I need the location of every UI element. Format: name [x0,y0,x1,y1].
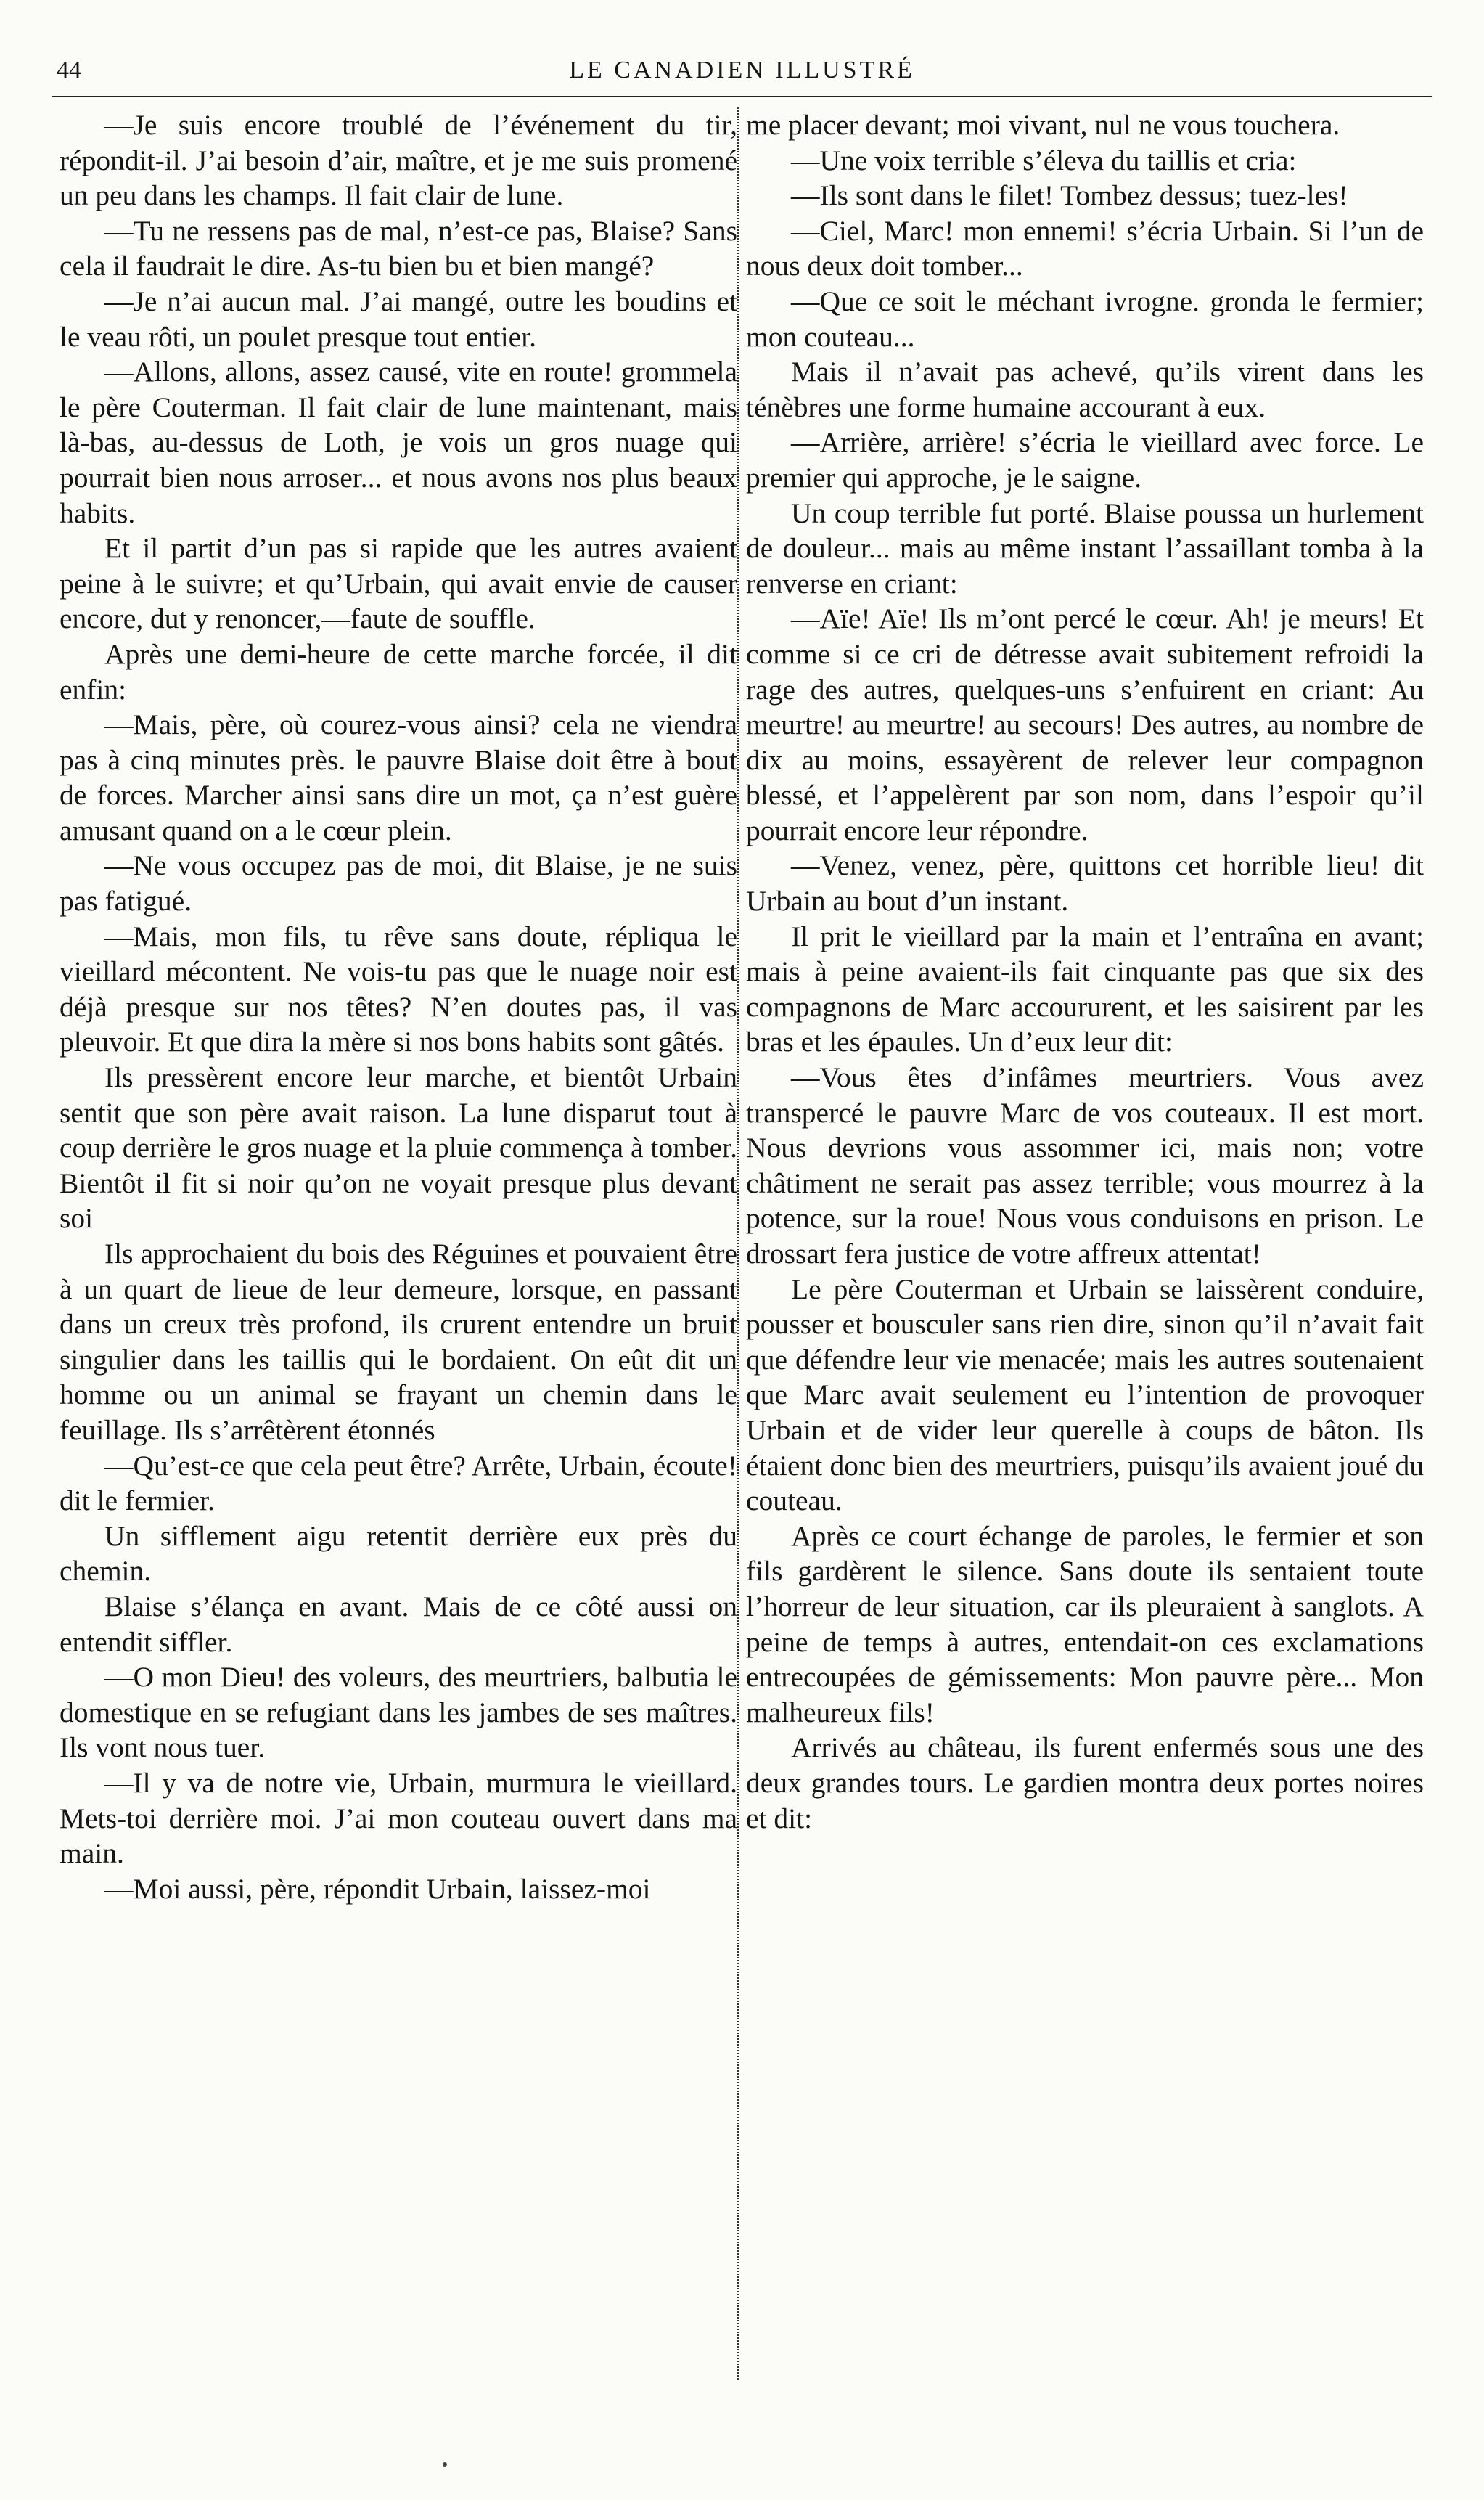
paragraph: Ils approchaient du bois des Réguines et pouvaient être à un quart de lieue de leur demeure, lorsque, en passant dans un creux très profond, ils crurent entendre un bruit singulier dans les taillis qui le bordaient. On eût dit un homme ou un animal se frayant un chemin dans le feuillage. Ils s’arrêtèrent étonnés [60,1238,737,1446]
left-column [60,107,737,1906]
page-header [57,52,1427,89]
paragraph: Blaise s’élança en avant. Mais de ce côté aussi on entendit siffler. [60,1590,737,1658]
paragraph: —Ils sont dans le filet! Tombez dessus; tuez-les! [791,179,1348,212]
paragraph: Arrivés au château, ils furent enfermés sous une des deux grandes tours. Le gardien montra deux portes noires et dit: [746,1731,1424,1834]
page-number: 44 [57,57,81,83]
paragraph: —Ne vous occupez pas de moi, dit Blaise, je ne suis pas fatigué. [60,849,737,918]
paragraph: —Je n’ai aucun mal. J’ai mangé, outre les boudins et le veau rôti, un poulet presque tout entier. [60,285,737,353]
paragraph-continued: me placer devant; moi vivant, nul ne vous touchera. [746,109,1340,141]
right-column [746,107,1424,1836]
paragraph: —Il y va de notre vie, Urbain, murmura le vieillard. Mets-toi derrière moi. J’ai mon couteau ouvert dans ma main. [60,1766,737,1870]
column-divider [737,107,739,2380]
paragraph: —Moi aussi, père, répondit Urbain, laissez-moi [104,1872,651,1905]
paragraph: Mais il n’avait pas achevé, qu’ils virent dans les ténèbres une forme humaine accourant à eux. [746,356,1424,423]
paragraph: Et il partit d’un pas si rapide que les autres avaient peine à le suivre; et qu’Urbain, qui avait envie de causer encore, dut y renoncer,—faute de souffle. [60,532,737,635]
paragraph: —Mais, père, où courez-vous ainsi? cela ne viendra pas à cinq minutes près. le pauvre Blaise doit être à bout de forces. Marcher ainsi sans dire un mot, ça n’est guère amusant quand on a le cœur plein. [60,708,737,846]
running-title: LE CANADIEN ILLUSTRÉ [569,57,915,83]
paragraph: —Que ce soit le méchant ivrogne. gronda le fermier; mon couteau... [746,285,1424,353]
paragraph: —Venez, venez, père, quittons cet horrible lieu! dit Urbain au bout d’un instant. [746,849,1424,918]
paragraph: Le père Couterman et Urbain se laissèrent conduire, pousser et bousculer sans rien dire, sinon qu’il n’avait fait que défendre leur vie menacée; mais les autres soutenaient que Marc avait seulement eu l’intention de provoquer Urbain et de vider leur querelle à coups de bâton. Ils étaient donc bien des meurtriers, puisqu’ils avaient joué du couteau. [746,1273,1424,1517]
paragraph: Il prit le vieillard par la main et l’entraîna en avant; mais à peine avaient-ils fait cinquante pas que six des compagnons de Marc accoururent, et les saisirent par les bras et les épaules. Un d’eux leur dit: [746,920,1424,1058]
paragraph: —Une voix terrible s’éleva du taillis et cria: [791,144,1297,176]
paragraph: —Aïe! Aïe! Ils m’ont percé le cœur. Ah! je meurs! Et comme si ce cri de détresse avait subitement refroidi la rage des autres, quelques-uns s’enfuirent en criant: Au meurtre! au meurtre! au secours! Des autres, au nombre de dix au moins, essayèrent de relever leur compagnon blessé, et l’appelèrent par son nom, dans l’espoir qu’il pourrait encore leur répondre. [746,602,1424,846]
paragraph: —O mon Dieu! des voleurs, des meurtriers, balbutia le domestique en se refugiant dans les jambes de ses maîtres. Ils vont nous tuer. [60,1661,737,1764]
ink-dot [443,2462,447,2467]
paragraph: —Tu ne ressens pas de mal, n’est-ce pas, Blaise? Sans cela il faudrait le dire. As-tu bien bu et bien mangé? [60,214,737,282]
paragraph: Après une demi-heure de cette marche forcée, il dit enfin: [60,637,737,706]
paragraph: —Vous êtes d’infâmes meurtriers. Vous avez transpercé le pauvre Marc de vos couteaux. Il est mort. Nous devrions vous assommer ici, mais non; votre châtiment ne serait pas assez terrible; vous mourrez à la potence, sur la roue! Nous vous conduisons en prison. Le drossart fera justice de votre affreux attentat! [746,1061,1424,1270]
paragraph: Un coup terrible fut porté. Blaise poussa un hurlement de douleur... mais au même instant l’assaillant tomba à la renverse en criant: [746,497,1424,600]
header-rule [52,96,1432,97]
paragraph: —Mais, mon fils, tu rêve sans doute, répliqua le vieillard mécontent. Ne vois-tu pas que le nuage noir est déjà presque sur nos têtes? N’en doutes pas, il vas pleuvoir. Et que dira la mère si nos bons habits sont gâtés. [60,920,737,1058]
paragraph: Un sifflement aigu retentit derrière eux près du chemin. [60,1519,737,1588]
paragraph: —Je suis encore troublé de l’événement du tir, répondit-il. J’ai besoin d’air, maître, et je me suis promené un peu dans les champs. Il fait clair de lune. [60,109,737,212]
paragraph: Ils pressèrent encore leur marche, et bientôt Urbain sentit que son père avait raison. La lune disparut tout à coup derrière le gros nuage et la pluie commença à tomber. Bientôt il fit si noir qu’on ne voyait presque plus devant soi [60,1061,737,1235]
paragraph: —Ciel, Marc! mon ennemi! s’écria Urbain. Si l’un de nous deux doit tomber... [746,214,1424,282]
paragraph: —Arrière, arrière! s’écria le vieillard avec force. Le premier qui approche, je le saigne. [746,426,1424,494]
paragraph: Après ce court échange de paroles, le fermier et son fils gardèrent le silence. Sans doute ils sentaient toute l’horreur de leur situation, car ils pleuraient à sanglots. A peine de temps à autres, entendait-on ces exclamations entrecoupées de gémissements: Mon pauvre père... Mon malheureux fils! [746,1519,1424,1728]
paragraph: —Allons, allons, assez causé, vite en route! grommela le père Couterman. Il fait clair de lune maintenant, mais là-bas, au-dessus de Loth, je vois un gros nuage qui pourrait bien nous arroser... et nous avons nos plus beaux habits. [60,356,737,529]
paragraph: —Qu’est-ce que cela peut être? Arrête, Urbain, écoute! dit le fermier. [60,1449,737,1517]
